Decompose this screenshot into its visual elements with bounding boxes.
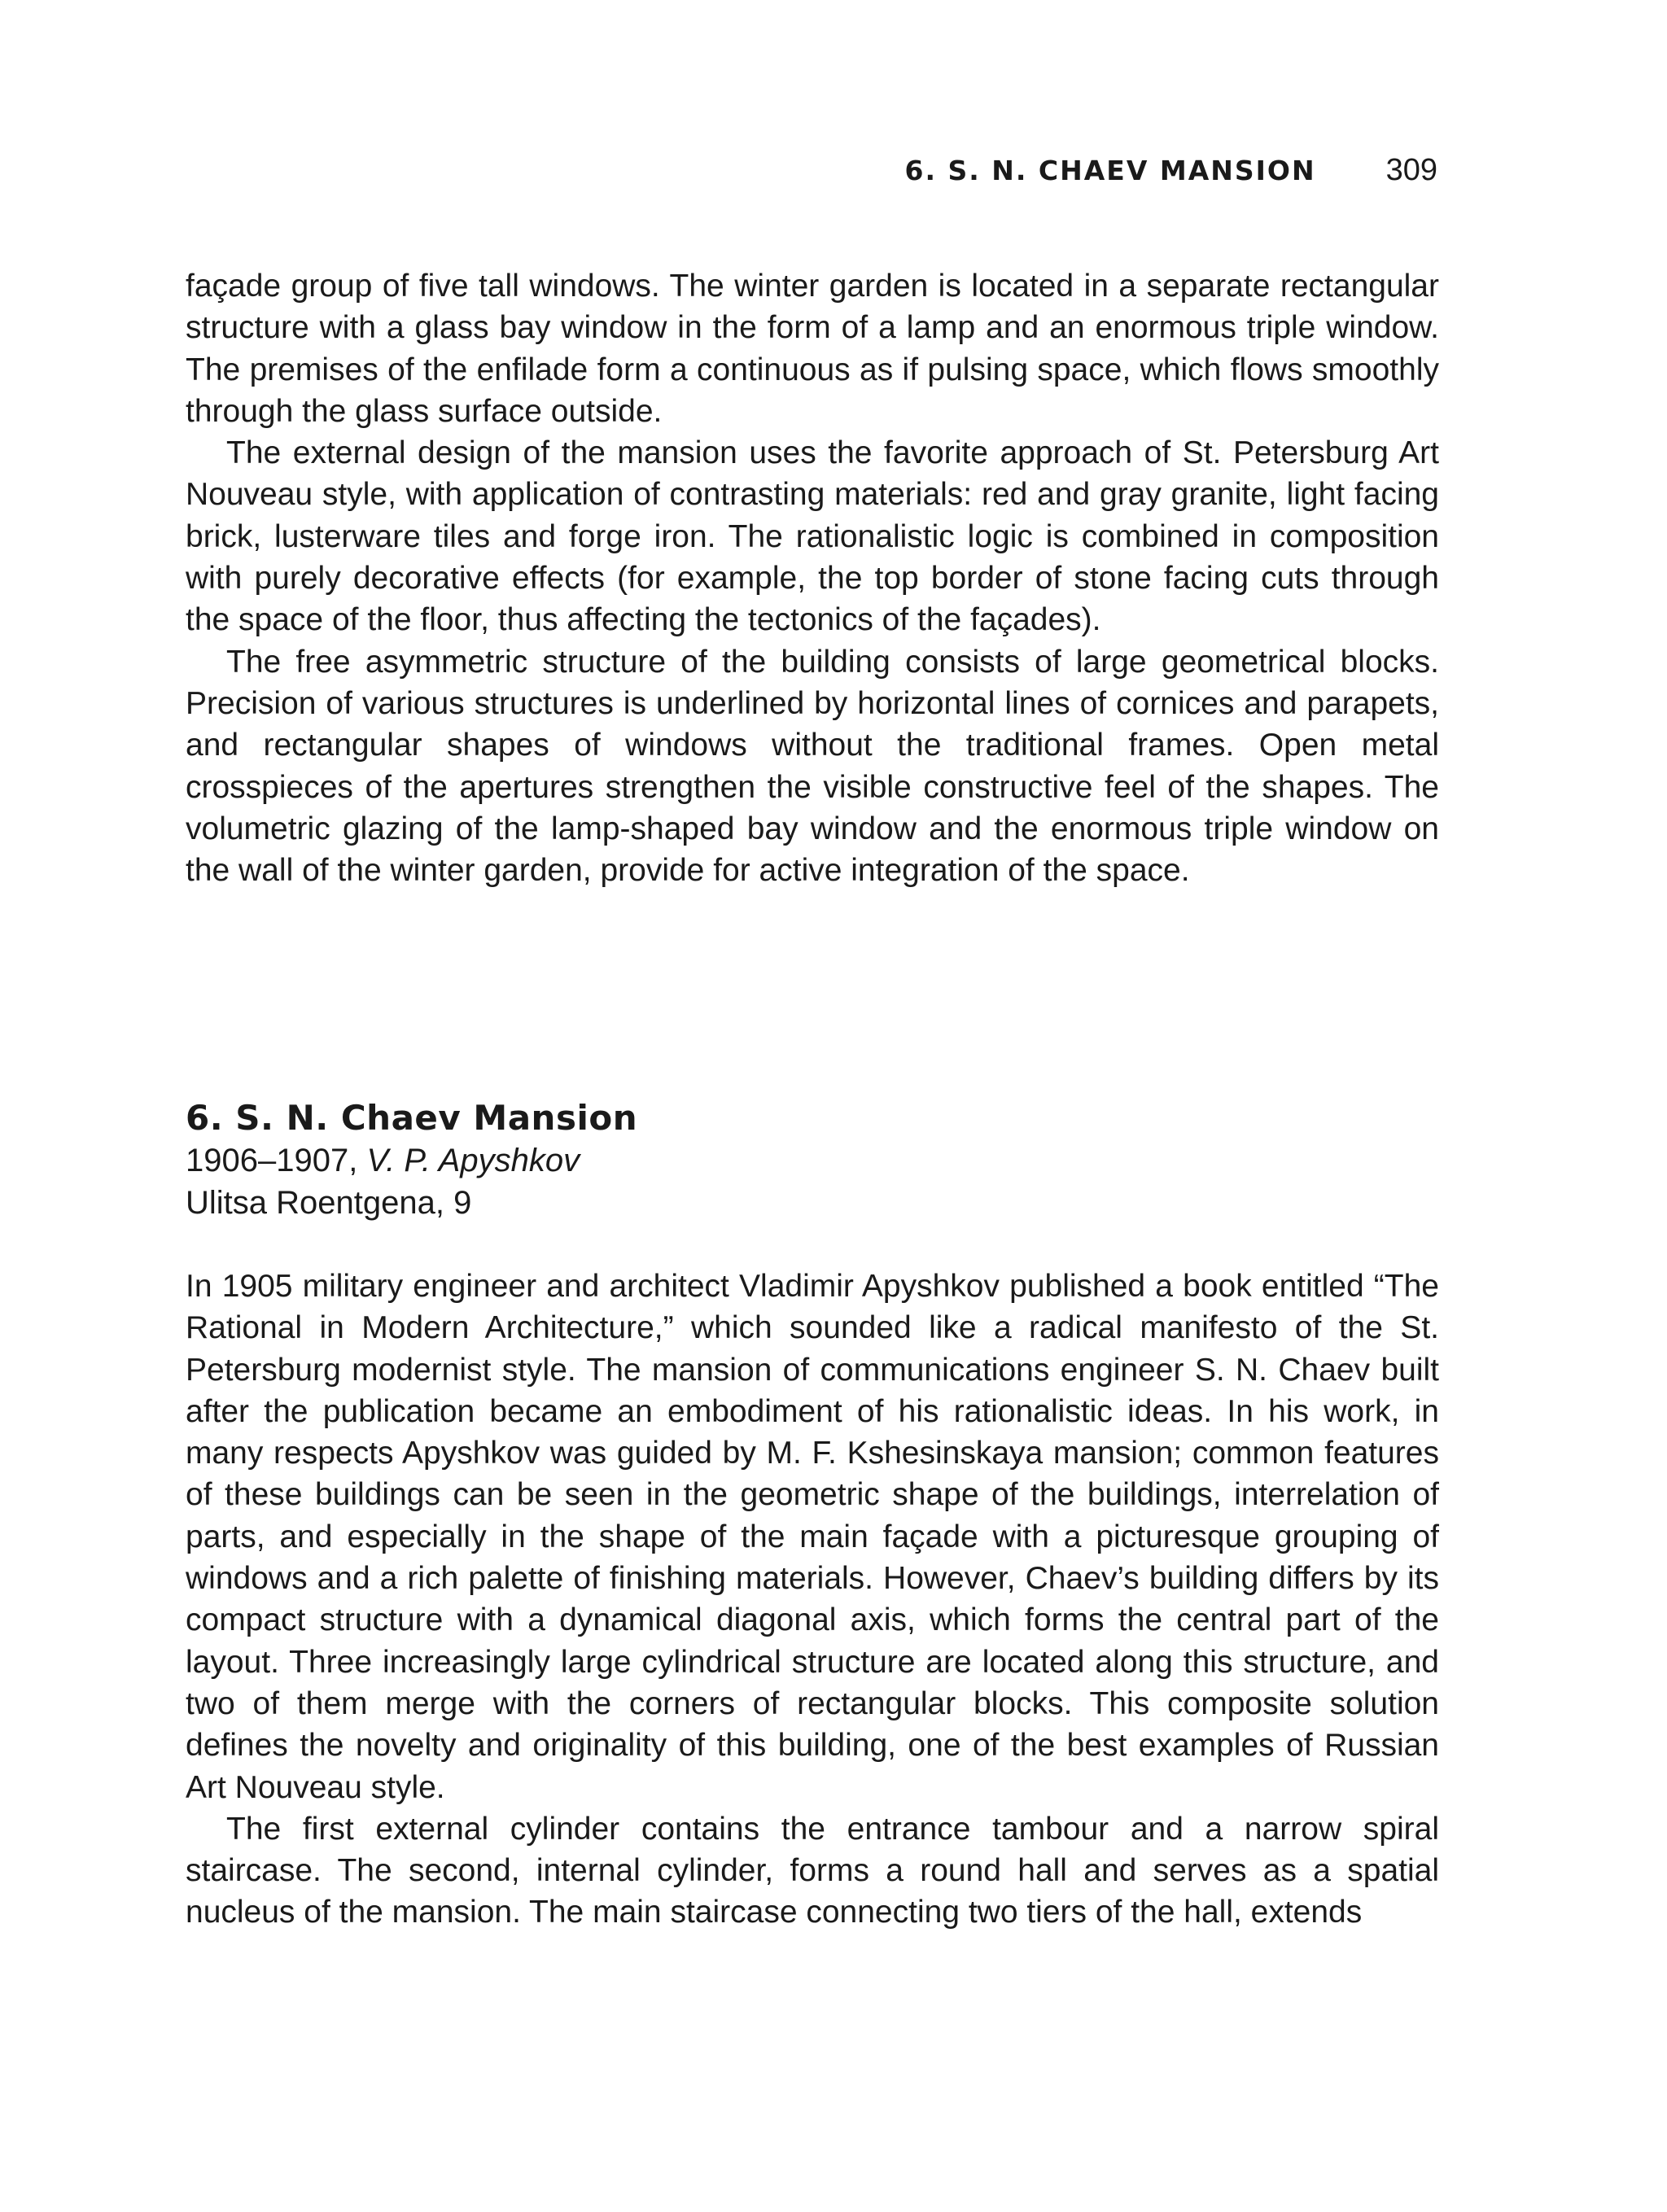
paragraph: In 1905 military engineer and architect Vladimir Apyshkov published a book entitled “The Rational in Modern Architecture,” which sounded like a radical manifesto of the St. Petersburg modernist style. The mansion of communications engineer S. N. Chaev built after the publication became an embodiment of his rationalistic ideas. In his work, in many respects Apyshkov was guided by M. F. Kshesinskaya mansion; common features of these buildings can be seen in the geometric shape of the buildings, interrelation of parts, and especially in the shape of the main façade with a picturesque grouping of windows and a rich palette of finishing materials. However, Chaev’s building differs by its compact structure with a dynamical diagonal axis, which forms the central part of the layout. Three increasingly large cylindrical structure are located along this structure, and two of them merge with the corners of rectangular blocks. This composite solution defines the novelty and originality of this building, one of the best examples of Russian Art Nouveau style. <box>186 1269 1439 1805</box>
entry-heading <box>186 1097 1439 1224</box>
continued-text <box>186 265 1439 891</box>
running-head <box>905 153 1438 188</box>
paragraph: The first external cylinder contains the entrance tambour and a narrow spiral staircase. The second, internal cylinder, forms a round hall and serves as a spatial nucleus of the mansion. The main staircase connecting two tiers of the hall, extends <box>186 1811 1439 1930</box>
paragraph: The external design of the mansion uses the favorite approach of St. Petersburg Art Nouveau style, with application of contrasting materials: red and gray granite, light facing brick, lusterware tiles and forge iron. The rationalistic logic is combined in composition with purely decorative effects (for example, the top border of stone facing cuts through the space of the floor, thus affecting the tectonics of the façades). <box>186 435 1439 638</box>
entry-architect: V. P. Apyshkov <box>366 1143 580 1178</box>
entry-dates: 1906–1907, <box>186 1143 358 1178</box>
entry-address: Ulitsa Roentgena, 9 <box>186 1185 472 1221</box>
entry-date-architect <box>186 1139 1439 1182</box>
entry-text <box>186 1266 1439 1934</box>
paragraph: The free asymmetric structure of the building consists of large geometrical blocks. Precision of various structures is underlined by horizontal lines of cornices and parapets, and rectangular shapes of windows without the traditional frames. Open metal crosspieces of the apertures strengthen the visible constructive feel of the shapes. The volumetric glazing of the lamp-shaped bay window and the enormous triple window on the wall of the winter garden, provide for active integration of the space. <box>186 644 1439 889</box>
paragraph: façade group of five tall windows. The winter garden is located in a separate rectangular structure with a glass bay window in the form of a lamp and an enormous triple window. The premises of the enfilade form a continuous as if pulsing space, which flows smoothly through the glass surface outside. <box>186 269 1439 429</box>
page-number: 309 <box>1385 153 1437 187</box>
running-title: 6. S. N. CHAEV MANSION <box>904 155 1316 186</box>
entry-title: 6. S. N. Chaev Mansion <box>186 1098 638 1138</box>
